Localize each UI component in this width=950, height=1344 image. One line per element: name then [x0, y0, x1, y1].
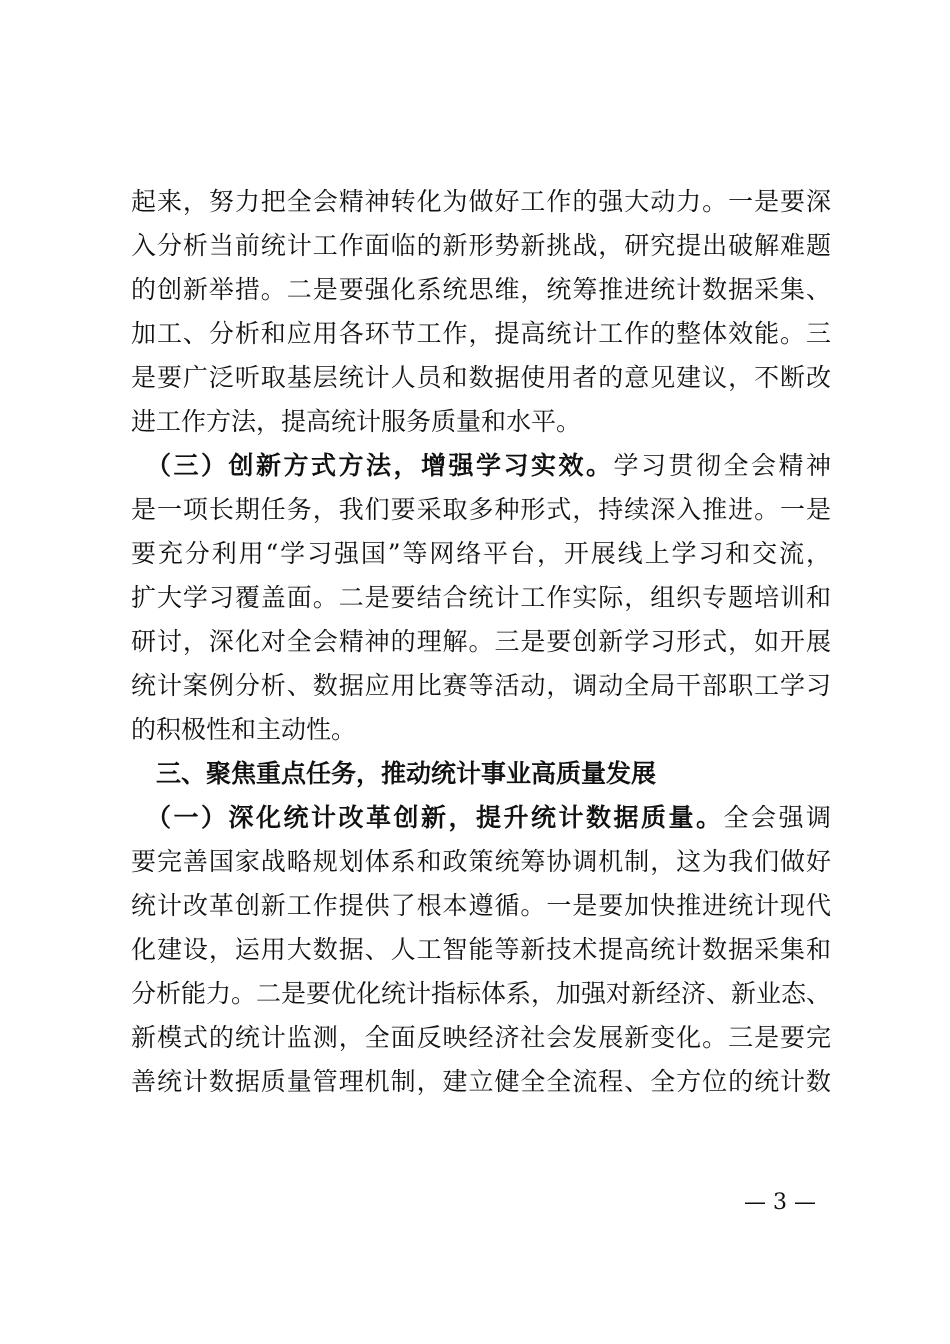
subsection-3-line	[131, 444, 831, 488]
line-text: 是一项长期任务，我们要采取多种形式，持续深入推进。一是	[131, 495, 831, 524]
line-text: 的创新举措。二是要强化系统思维，统筹推进统计数据采集、	[131, 275, 831, 304]
line-text: 加工、分析和应用各环节工作，提高统计工作的整体效能。三	[131, 319, 831, 348]
document-body	[131, 180, 831, 1104]
text-line-11	[131, 620, 831, 664]
section-3-heading: 三、聚焦重点任务，推动统计事业高质量发展	[131, 759, 657, 788]
text-line-12	[131, 664, 831, 708]
line-text: 分析能力。二是要优化统计指标体系，加强对新经济、新业态、	[131, 979, 831, 1008]
text-line-19	[131, 972, 831, 1016]
subsection-1-title: （一）深化统计改革创新，提升统计数据质量。	[131, 803, 724, 832]
line-text: 统计改革创新工作提供了根本遵循。一是要加快推进统计现代	[131, 891, 831, 920]
text-line-2	[131, 224, 831, 268]
line-text: 进工作方法，提高统计服务质量和水平。	[131, 407, 582, 436]
line-text: 要完善国家战略规划体系和政策统筹协调机制，这为我们做好	[131, 847, 831, 876]
line-text: 学习贯彻全会精神	[613, 451, 831, 480]
text-line-16	[131, 840, 831, 884]
text-line-20	[131, 1016, 831, 1060]
text-line-4	[131, 312, 831, 356]
line-text: 新模式的统计监测，全面反映经济社会发展新变化。三是要完	[131, 1023, 831, 1052]
text-line-9	[131, 532, 831, 576]
section-3-heading-line	[131, 752, 831, 796]
page-number: — 3 —	[744, 1190, 816, 1215]
line-text: 的积极性和主动性。	[131, 715, 357, 744]
text-line-17	[131, 884, 831, 928]
text-line-1	[131, 180, 831, 224]
text-line-3	[131, 268, 831, 312]
text-line-5	[131, 356, 831, 400]
line-text: 扩大学习覆盖面。二是要结合统计工作实际，组织专题培训和	[131, 583, 831, 612]
subsection-3-title: （三）创新方式方法，增强学习实效。	[131, 451, 614, 480]
line-text: 要充分利用“学习强国”等网络平台，开展线上学习和交流，	[131, 539, 831, 568]
line-text: 研讨，深化对全会精神的理解。三是要创新学习形式，如开展	[131, 627, 831, 656]
text-line-6	[131, 400, 831, 444]
line-text: 统计案例分析、数据应用比赛等活动，调动全局干部职工学习	[131, 671, 831, 700]
subsection-1-line	[131, 796, 831, 840]
text-line-18	[131, 928, 831, 972]
line-text: 起来，努力把全会精神转化为做好工作的强大动力。一是要深	[131, 187, 831, 216]
text-line-21	[131, 1060, 831, 1104]
text-line-8	[131, 488, 831, 532]
text-line-10	[131, 576, 831, 620]
line-text: 全会强调	[723, 803, 831, 832]
line-text: 入分析当前统计工作面临的新形势新挑战，研究提出破解难题	[131, 231, 831, 260]
line-text: 化建设，运用大数据、人工智能等新技术提高统计数据采集和	[131, 935, 831, 964]
text-line-13	[131, 708, 831, 752]
line-text: 是要广泛听取基层统计人员和数据使用者的意见建议，不断改	[131, 363, 831, 392]
line-text: 善统计数据质量管理机制，建立健全全流程、全方位的统计数	[131, 1067, 831, 1096]
